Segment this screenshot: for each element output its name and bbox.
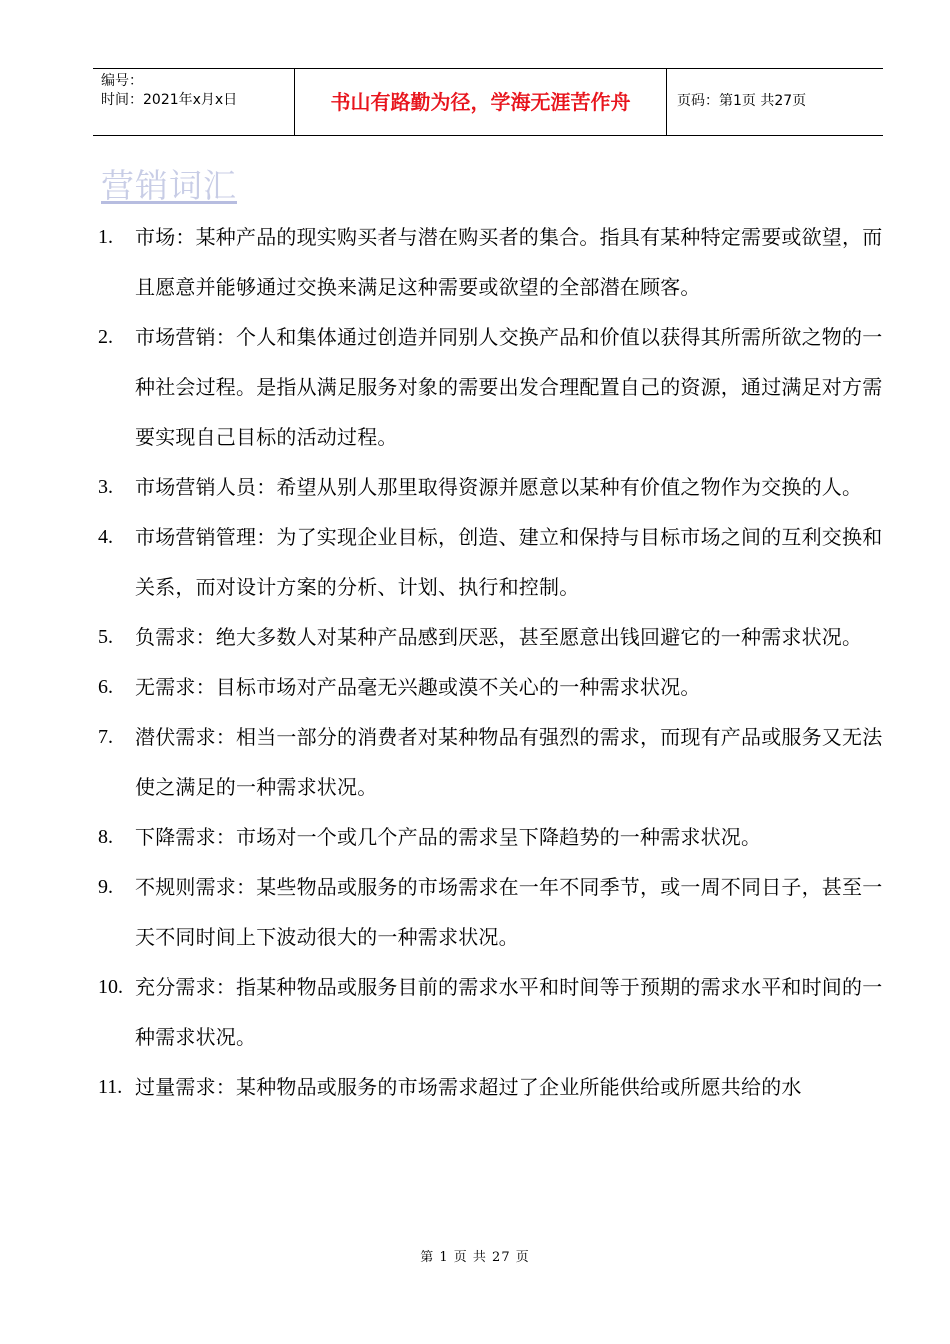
- item-number: 5.: [98, 626, 113, 648]
- item-text: 下降需求：市场对一个或几个产品的需求呈下降趋势的一种需求状况。: [135, 825, 762, 849]
- header-meta: [93, 69, 295, 135]
- list-item: [98, 612, 888, 662]
- list-item: [98, 962, 888, 1062]
- document-number-label: 编号：: [101, 73, 143, 89]
- item-text: 不规则需求：某些物品或服务的市场需求在一年不同季节，或一周不同日子，甚至一天不同时间上下波动很大的一种需求状况。: [135, 875, 883, 949]
- item-number: 7.: [98, 726, 113, 748]
- list-item: [98, 712, 888, 812]
- list-item: [98, 662, 888, 712]
- item-text: 无需求：目标市场对产品毫无兴趣或漠不关心的一种需求状况。: [135, 675, 701, 699]
- header-page-info: 页码：第1页 共27页: [677, 93, 807, 109]
- item-text: 市场：某种产品的现实购买者与潜在购买者的集合。指具有某种特定需要或欲望，而且愿意并能够通过交换来满足这种需要或欲望的全部潜在顾客。: [135, 225, 883, 299]
- document-time-label: 时间：2021年x月x日: [101, 92, 238, 108]
- list-item: [98, 212, 888, 312]
- item-number: 11.: [98, 1076, 123, 1098]
- item-text: 潜伏需求：相当一部分的消费者对某种物品有强烈的需求，而现有产品或服务又无法使之满足的一种需求状况。: [135, 725, 883, 799]
- header-motto: 书山有路勤为径，学海无涯苦作舟: [295, 69, 667, 135]
- item-number: 9.: [98, 876, 113, 898]
- list-item: [98, 812, 888, 862]
- item-number: 8.: [98, 826, 113, 848]
- item-text: 市场营销管理：为了实现企业目标，创造、建立和保持与目标市场之间的互利交换和关系，而对设计方案的分析、计划、执行和控制。: [135, 525, 883, 599]
- list-item: [98, 512, 888, 612]
- page-footer: 第 1 页 共 27 页: [420, 1250, 530, 1265]
- document-title[interactable]: 营销词汇: [101, 166, 237, 205]
- glossary-list: [98, 212, 888, 1112]
- page-header: [93, 68, 883, 136]
- item-text: 负需求：绝大多数人对某种产品感到厌恶，甚至愿意出钱回避它的一种需求状况。: [135, 625, 863, 649]
- list-item: [98, 312, 888, 462]
- item-number: 6.: [98, 676, 113, 698]
- item-text: 市场营销人员：希望从别人那里取得资源并愿意以某种有价值之物作为交换的人。: [135, 475, 863, 499]
- item-text: 充分需求：指某种物品或服务目前的需求水平和时间等于预期的需求水平和时间的一种需求状况。: [135, 975, 883, 1049]
- item-number: 3.: [98, 476, 113, 498]
- item-text: 市场营销：个人和集体通过创造并同别人交换产品和价值以获得其所需所欲之物的一种社会过程。是指从满足服务对象的需要出发合理配置自己的资源，通过满足对方需要实现自己目标的活动过程。: [135, 325, 883, 449]
- list-item: [98, 1062, 888, 1112]
- item-number: 4.: [98, 526, 113, 548]
- item-number: 1.: [98, 226, 113, 248]
- item-number: 10.: [98, 976, 123, 998]
- list-item: [98, 462, 888, 512]
- item-number: 2.: [98, 326, 113, 348]
- list-item: [98, 862, 888, 962]
- item-text: 过量需求：某种物品或服务的市场需求超过了企业所能供给或所愿共给的水: [135, 1075, 802, 1099]
